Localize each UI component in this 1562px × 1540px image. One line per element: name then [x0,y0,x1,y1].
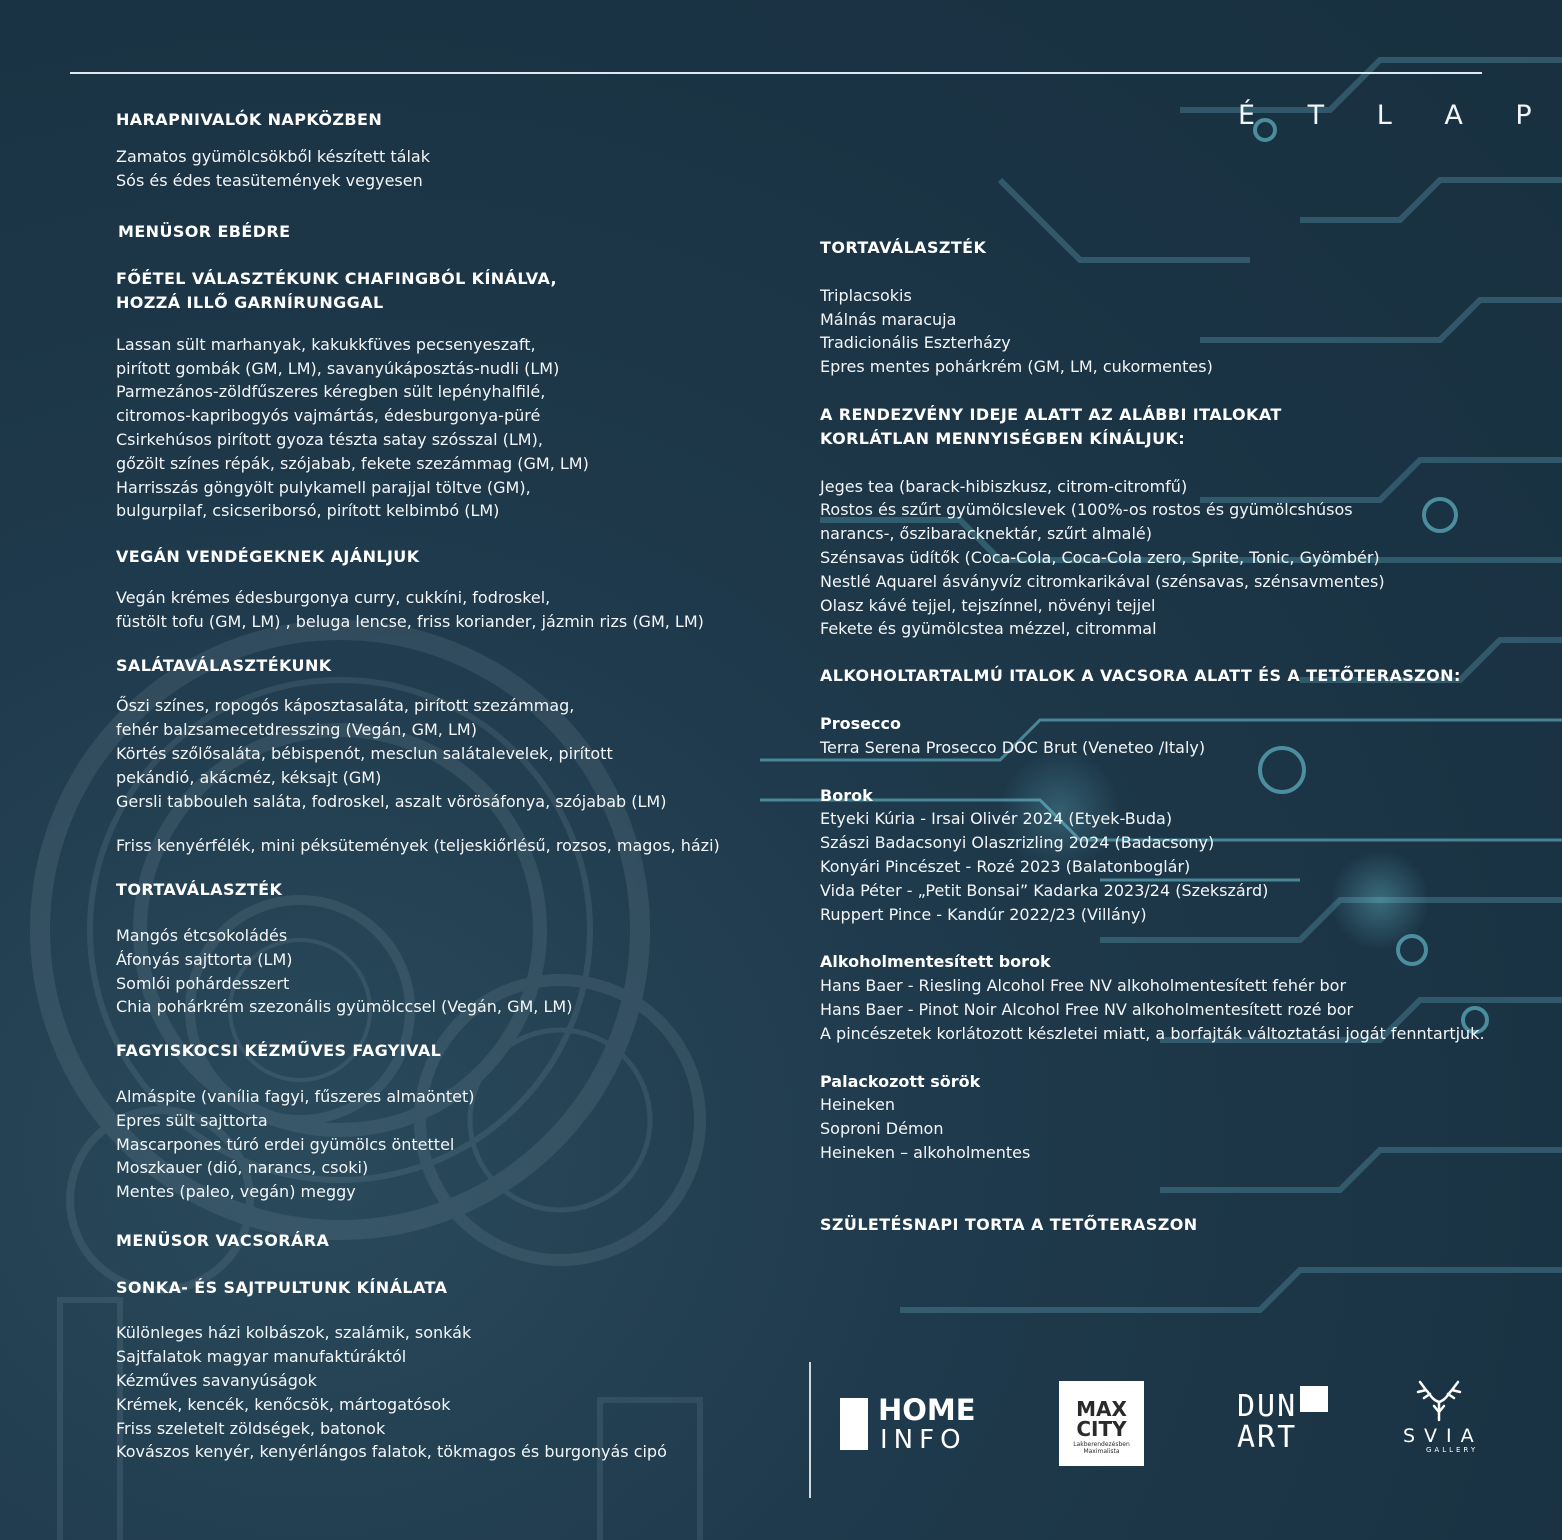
list-item: Konyári Pincészet - Rozé 2023 (Balatonboglár) [820,856,1191,876]
list-item: Sós és édes teasütemények vegyesen [116,170,423,190]
section-heading-main: HOZZÁ ILLŐ GARNÍRUNGGAL [116,292,384,312]
list-item: Tradicionális Eszterházy [820,333,1011,353]
subheading-prosecco: Prosecco [820,713,901,733]
list-item: fehér balzsamecetdresszing (Vegán, GM, LM) [116,720,477,740]
list-item: Vegán krémes édesburgonya curry, cukkíni, fodroskel, [116,587,551,607]
list-item: pirított gombák (GM, LM), savanyúkáposztás-nudli (LM) [116,358,560,378]
list-item: narancs-, őszibaracknektár, szűrt almalé) [820,524,1152,544]
section-heading-drinks: A RENDEZVÉNY IDEJE ALATT AZ ALÁBBI ITALOKAT [820,404,1282,424]
section-heading-main: FŐÉTEL VÁLASZTÉKUNK CHAFINGBÓL KÍNÁLVA, [116,269,558,289]
list-item: Etyeki Kúria - Irsai Olivér 2024 (Etyek-Buda) [820,809,1173,829]
list-item: Különleges házi kolbászok, szalámik, sonkák [116,1323,472,1343]
page-title: É T L A P [1238,100,1554,131]
list-item: füstölt tofu (GM, LM) , beluga lencse, friss koriander, jázmin rizs (GM, LM) [116,611,704,631]
list-item: Őszi színes, ropogós káposztasaláta, pirított szezámmag, [116,696,575,716]
list-item: Epres mentes pohárkrém (GM, LM, cukormentes) [820,357,1213,377]
logo-divider [809,1362,811,1498]
section-heading-icecream: FAGYISKOCSI KÉZMŰVES FAGYIVAL [116,1041,442,1061]
svia-logo-subtext: GALLERY [1426,1446,1479,1454]
svia-deer-icon [1412,1376,1466,1424]
homeinfo-logo-subtext: INFO [880,1425,967,1455]
list-item: Terra Serena Prosecco DOC Brut (Veneteo /Italy) [820,737,1206,757]
section-heading-vegan: VEGÁN VENDÉGEKNEK AJÁNLJUK [116,547,420,567]
top-rule [70,72,1482,74]
maxcity-logo-line2: CITY [1076,1417,1127,1441]
list-item: citromos-kapribogyós vajmártás, édesburgonya-püré [116,406,541,426]
list-item: bulgurpilaf, csicseriborsó, pirított kelbimbó (LM) [116,501,500,521]
list-item: Lassan sült marhanyak, kakukkfüves pecsenyeszaft, [116,334,536,354]
section-heading-dinner: MENÜSOR VACSORÁRA [116,1230,330,1250]
subheading-wines: Borok [820,785,873,805]
list-item: Moszkauer (dió, narancs, csoki) [116,1158,369,1178]
section-heading-cake: TORTAVÁLASZTÉK [116,880,283,900]
list-item: Csirkehúsos pirított gyoza tészta satay szósszal (LM), [116,429,543,449]
section-heading-drinks: KORLÁTLAN MENNYISÉGBEN KÍNÁLJUK: [820,428,1186,448]
maxcity-logo-line1: MAX [1076,1397,1127,1421]
list-item: pekándió, akácméz, kéksajt (GM) [116,767,382,787]
section-heading-lunch: MENÜSOR EBÉDRE [118,222,291,242]
homeinfo-logo-text: HOME [878,1393,976,1427]
list-item: Nestlé Aquarel ásványvíz citromkarikával (szénsavas, szénsavmentes) [820,571,1385,591]
duart-logo-square [1300,1386,1328,1412]
svia-logo-text: SVIA [1403,1425,1483,1447]
list-item: Kovászos kenyér, kenyérlángos falatok, tökmagos és burgonyás cipó [116,1442,667,1462]
section-heading-snacks: HARAPNIVALÓK NAPKÖZBEN [116,110,383,129]
list-item: Áfonyás sajttorta (LM) [116,949,293,969]
list-item: Krémek, kencék, kenőcsök, mártogatósok [116,1394,451,1414]
section-heading-alcohol: ALKOHOLTARTALMÚ ITALOK A VACSORA ALATT ÉS A TETŐTERASZON: [820,666,1461,686]
list-item: Mascarpones túró erdei gyümölcs öntettel [116,1134,455,1154]
section-heading-birthday: SZÜLETÉSNAPI TORTA A TETŐTERASZON [820,1214,1198,1234]
list-item: Mangós étcsokoládés [116,925,288,945]
list-item: Ruppert Pince - Kandúr 2022/23 (Villány) [820,904,1147,924]
list-item: Kézműves savanyúságok [116,1371,317,1391]
list-item: Triplacsokis [820,285,912,305]
list-item: Friss szeletelt zöldségek, batonok [116,1418,386,1438]
list-item: Sajtfalatok magyar manufaktúráktól [116,1347,407,1367]
list-item: Körtés szőlősaláta, bébispenót, mesclun salátalevelek, pirított [116,743,613,763]
subheading-alcohol-free: Alkoholmentesített borok [820,952,1051,972]
section-heading-cake-right: TORTAVÁLASZTÉK [820,238,987,257]
list-item: Heineken – alkoholmentes [820,1142,1031,1162]
list-item: Rostos és szűrt gyümölcslevek (100%-os rostos és gyümölcshúsos [820,500,1353,520]
list-item: Fekete és gyümölcstea mézzel, citrommal [820,619,1157,639]
bread-line: Friss kenyérfélék, mini péksütemények (teljeskiőrlésű, rozsos, magos, házi) [116,836,720,856]
list-item: Epres sült sajttorta [116,1110,268,1130]
list-item: Szénsavas üdítők (Coca-Cola, Coca-Cola zero, Sprite, Tonic, Gyömbér) [820,547,1380,567]
list-item: Heineken [820,1095,895,1115]
list-item: Málnás maracuja [820,309,957,329]
list-item: Almáspite (vanília fagyi, fűszeres almaöntet) [116,1086,475,1106]
right-column [820,236,1520,1237]
list-item: Parmezános-zöldfűszeres kéregben sült lepényhalfilé, [116,382,546,402]
duart-logo-line1: DUN [1237,1389,1298,1424]
left-column [116,108,756,1464]
list-item: Zamatos gyümölcsökből készített tálak [116,146,430,166]
list-item: gőzölt színes répák, szójabab, fekete szezámmag (GM, LM) [116,453,589,473]
list-item: Olasz kávé tejjel, tejszínnel, növényi tejjel [820,595,1156,615]
list-item: Gersli tabbouleh saláta, fodroskel, aszalt vörösáfonya, szójabab (LM) [116,791,667,811]
list-item: Szászi Badacsonyi Olaszrizling 2024 (Badacsony) [820,833,1215,853]
list-item: Hans Baer - Riesling Alcohol Free NV alkoholmentesített fehér bor [820,976,1347,996]
homeinfo-logo-mark [840,1398,868,1450]
section-heading-ham: SONKA- ÉS SAJTPULTUNK KÍNÁLATA [116,1277,448,1297]
list-item: Hans Baer - Pinot Noir Alcohol Free NV alkoholmentesített rozé bor [820,999,1354,1019]
list-item: Mentes (paleo, vegán) meggy [116,1182,356,1202]
subheading-beers: Palackozott sörök [820,1071,981,1091]
section-heading-salad: SALÁTAVÁLASZTÉKUNK [116,655,332,675]
list-item: Soproni Démon [820,1119,944,1139]
duart-logo [1237,1391,1297,1453]
duart-logo-line2: ART [1237,1420,1298,1455]
list-item: A pincészetek korlátozott készletei miatt, a borfajták változtatási jogát fenntartjuk. [820,1023,1485,1043]
list-item: Vida Péter - „Petit Bonsai” Kadarka 2023/24 (Szekszárd) [820,880,1269,900]
list-item: Harrisszás göngyölt pulykamell parajjal töltve (GM), [116,477,531,497]
maxcity-logo [1059,1381,1144,1466]
list-item: Jeges tea (barack-hibiszkusz, citrom-citromfű) [820,476,1188,496]
maxcity-logo-tagline: Lakberendezésben Maximalista [1073,1441,1130,1455]
list-item: Chia pohárkrém szezonális gyümölccsel (Vegán, GM, LM) [116,997,573,1017]
list-item: Somlói pohárdesszert [116,973,290,993]
